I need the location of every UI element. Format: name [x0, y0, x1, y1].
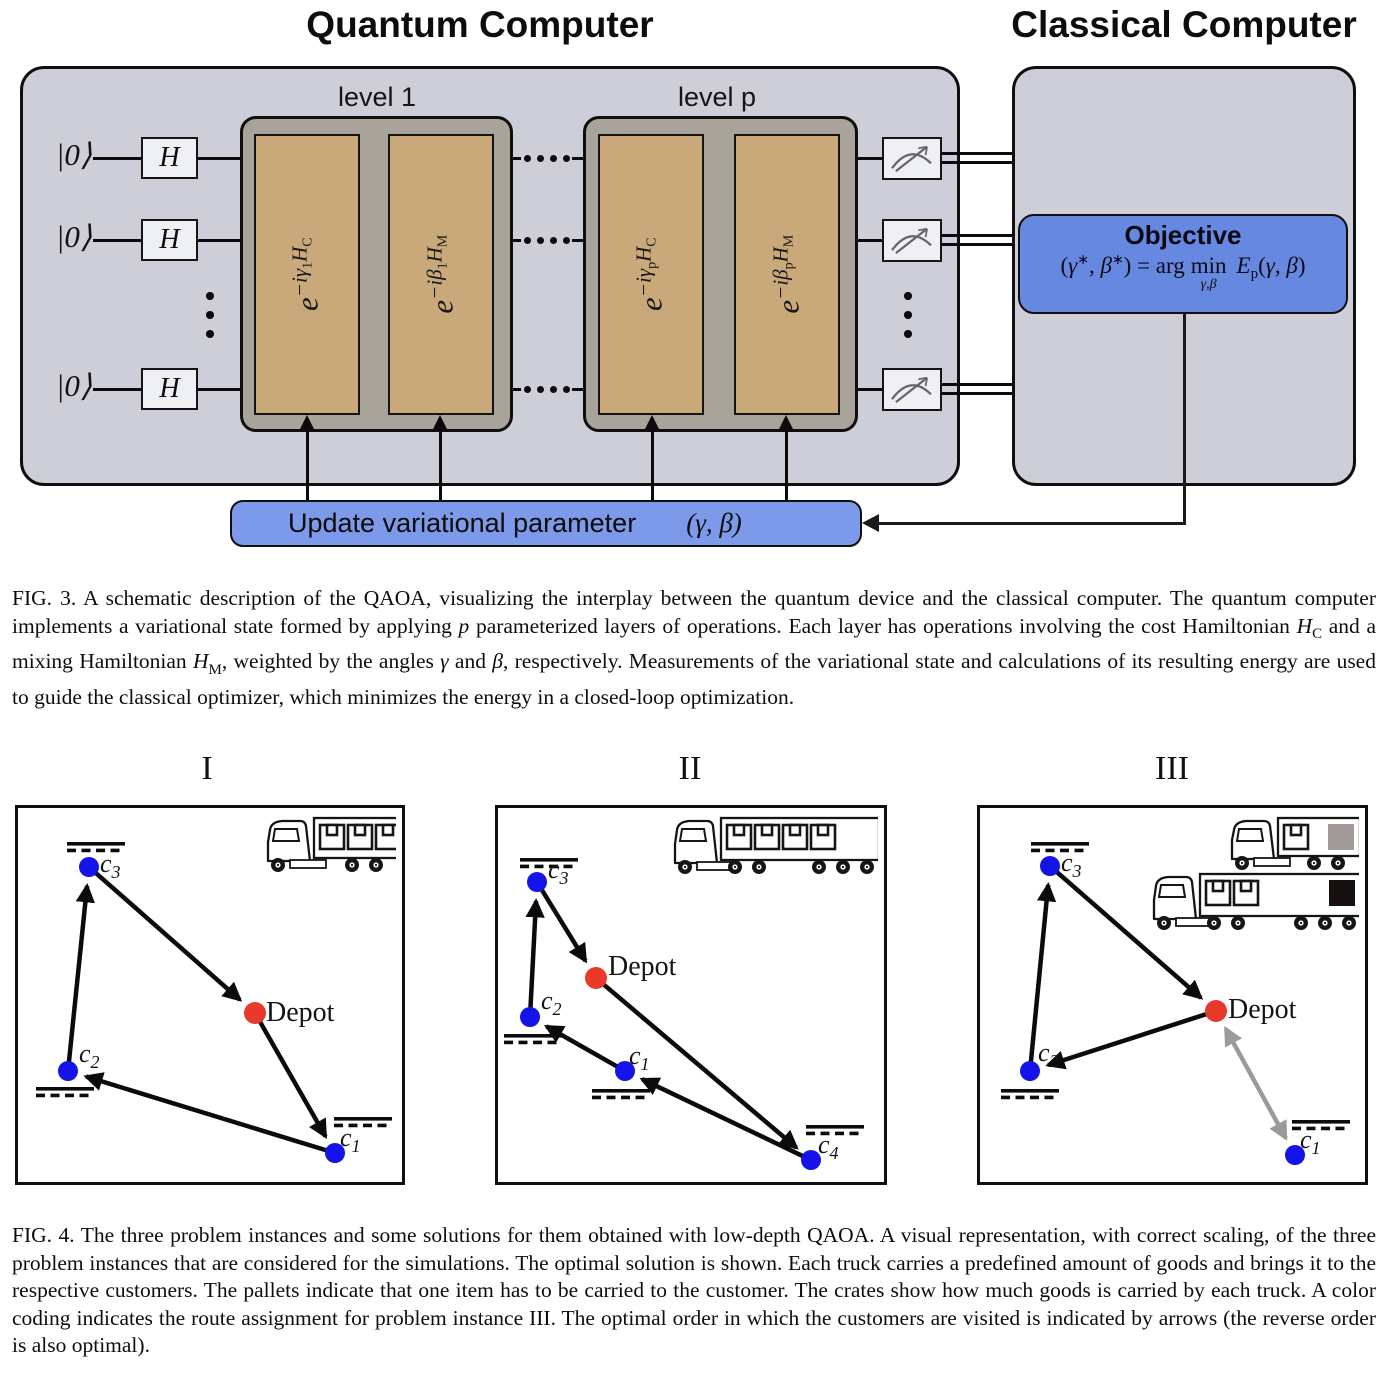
customer-node-c2 [520, 1007, 540, 1027]
update-parameter-box [230, 500, 862, 547]
problem-instance-panel-2 [495, 805, 887, 1185]
feedback-line-horizontal [876, 522, 1186, 525]
qubit-wire [198, 157, 240, 160]
measurement-gauge-icon [882, 137, 942, 180]
ellipsis-dot [524, 386, 531, 393]
vertical-ellipsis-dot [904, 311, 912, 319]
pallet-icon [806, 1125, 864, 1133]
measurement-gauge-icon [882, 219, 942, 262]
vertical-ellipsis-dot [206, 330, 214, 338]
parameter-arrow-line [785, 431, 788, 501]
customer-node-c2 [1020, 1061, 1040, 1081]
qubit-wire [198, 239, 240, 242]
pallet-icon [36, 1087, 94, 1095]
gate-formula: $e^{-i\beta_1H_M}$ [421, 235, 460, 314]
classical-wire [942, 234, 1012, 237]
panel-title-1: I [201, 750, 213, 787]
classical-computer-title: Classical Computer [1011, 4, 1357, 45]
node-label-depot: Depot [1228, 994, 1297, 1025]
measurement-gauge-icon [882, 368, 942, 411]
panel-title-3: III [1155, 750, 1189, 787]
parameter-arrow-line [306, 431, 309, 501]
problem-instance-panel-1 [15, 805, 405, 1185]
feedback-line-vertical [1183, 314, 1186, 524]
problem-instance-panel-3 [977, 805, 1368, 1185]
node-label-depot: Depot [266, 997, 335, 1028]
ellipsis-dot [524, 155, 531, 162]
qubit-wire [93, 157, 141, 160]
pallet-icon [504, 1034, 562, 1042]
node-label-c3: $c_3$ [100, 849, 121, 882]
hadamard-gate: H [141, 219, 198, 261]
node-label-c2: $c_2$ [1038, 1038, 1059, 1071]
route-arrow-c3-depot [541, 889, 585, 961]
route-map [498, 808, 878, 1182]
truck-icon [1232, 818, 1359, 870]
gate-formula: $e^{-i\gamma_pH_C}$ [631, 237, 670, 312]
ellipsis-dot [550, 237, 557, 244]
route-map [980, 808, 1359, 1182]
objective-formula: (γ∗, β∗) = arg min γ,β $E_p(\gamma$, β) [1060, 252, 1306, 292]
customer-node-c3 [79, 857, 99, 877]
node-label-c2: $c_2$ [541, 986, 562, 1019]
truck-icon [1154, 874, 1359, 930]
route-arrow-c2-c3 [1031, 885, 1048, 1063]
qubit-wire [572, 388, 583, 391]
cost-unitary-gate-level1 [254, 134, 360, 415]
classical-wire [942, 383, 1012, 386]
update-parameter-label: Update variational parameter [288, 508, 637, 538]
qubit-wire [857, 239, 882, 242]
route-arrow-c1-c2 [547, 1026, 619, 1067]
ket-zero-label: |0⟩ [55, 137, 92, 172]
parameter-arrowhead [644, 415, 660, 431]
level-1-label: level 1 [337, 82, 417, 112]
node-label-c3: $c_3$ [548, 855, 569, 888]
qubit-wire [572, 157, 583, 160]
vertical-ellipsis-dot [206, 311, 214, 319]
ket-zero-label: |0⟩ [55, 219, 92, 254]
qubit-wire [513, 388, 521, 391]
qubit-wire [198, 388, 240, 391]
hadamard-gate: H [141, 368, 198, 410]
cost-unitary-gate-levelp [598, 134, 704, 415]
fig3-caption: FIG. 3. A schematic description of the QAOA, visualizing the interplay between the quantum device and the classical computer. The quantum computer implements a variational state formed by applying p parameterized layers of operations. Each layer has operations involving the cost Hamiltonian $H_C$ and a mixing Hamiltonian $H_M$, weighted by the angles γ and β, respectively. Measurements of the variational state and calculations of its resulting energy are used to guide the classical optimizer, which minimizes the energy in a closed-loop optimization. [12, 586, 1376, 710]
ellipsis-dot [563, 237, 570, 244]
update-parameter-symbols: (γ, β) [686, 508, 742, 538]
depot-node [585, 967, 607, 989]
route-arrow-c2-c3 [530, 901, 536, 1009]
parameter-arrowhead [432, 415, 448, 431]
node-label-c1: $c_1$ [1300, 1125, 1321, 1158]
level-p-label: level p [677, 82, 757, 112]
ellipsis-dot [537, 386, 544, 393]
customer-node-c3 [527, 872, 547, 892]
route-arrow-c2-c3 [69, 886, 87, 1063]
ellipsis-dot [537, 155, 544, 162]
qubit-wire [513, 239, 521, 242]
route-arrow-depot-c1 [1226, 1029, 1286, 1139]
customer-node-c2 [58, 1061, 78, 1081]
node-label-c4: $c_4$ [818, 1130, 839, 1163]
vertical-ellipsis-dot [904, 330, 912, 338]
pallet-icon [1001, 1089, 1059, 1097]
truck-icon [675, 818, 878, 874]
fig3-qaoa-schematic [0, 0, 1386, 565]
route-map [18, 808, 396, 1182]
classical-wire [942, 161, 1012, 164]
vertical-ellipsis-dot [904, 292, 912, 300]
mixer-unitary-gate-levelp [734, 134, 840, 415]
route-arrow-c1-c2 [86, 1077, 327, 1151]
ket-zero-label: |0⟩ [55, 368, 92, 403]
truck-icon [268, 818, 396, 872]
objective-title: Objective [1124, 220, 1242, 250]
route-arrow-depot-c1 [259, 1021, 325, 1137]
gate-formula: $e^{-i\gamma_1H_C}$ [287, 237, 326, 312]
route-arrow-depot-c2 [1048, 1014, 1207, 1065]
node-label-c3: $c_3$ [1061, 848, 1082, 881]
classical-wire [942, 392, 1012, 395]
qubit-wire [513, 157, 521, 160]
ellipsis-dot [550, 155, 557, 162]
route-arrow-c3-depot [95, 872, 240, 1000]
qubit-wire [857, 388, 882, 391]
depot-node [1205, 1000, 1227, 1022]
vertical-ellipsis-dot [206, 292, 214, 300]
ellipsis-dot [537, 237, 544, 244]
node-label-c1: $c_1$ [340, 1123, 361, 1156]
qubit-wire [572, 239, 583, 242]
customer-node-c3 [1040, 856, 1060, 876]
ellipsis-dot [550, 386, 557, 393]
depot-node [244, 1002, 266, 1024]
fig4-caption: FIG. 4. The three problem instances and some solutions for them obtained with low-depth QAOA. A visual representation, with correct scaling, of the three problem instances that are considered for the simulations. The optimal solution is shown. Each truck carries a predefined amount of goods and brings it to the respective customers. The pallets indicate that one item has to be carried to the customer. The crates show how much goods is carried by each truck. A color coding indicates the route assignment for problem instance III. The optimal order in which the customers are visited is indicated by arrows (the reverse order is also optimal). [12, 1223, 1376, 1358]
feedback-arrowhead [862, 514, 879, 532]
qubit-wire [93, 239, 141, 242]
pallet-icon [67, 842, 125, 850]
mixer-unitary-gate-level1 [388, 134, 494, 415]
route-color-marker [1329, 880, 1355, 906]
hadamard-gate: H [141, 137, 198, 179]
parameter-arrowhead [299, 415, 315, 431]
panel-title-2: II [678, 750, 702, 787]
ellipsis-dot [524, 237, 531, 244]
parameter-arrow-line [439, 431, 442, 501]
ellipsis-dot [563, 386, 570, 393]
route-color-marker [1328, 824, 1354, 850]
node-label-depot: Depot [608, 951, 677, 982]
classical-wire [942, 243, 1012, 246]
parameter-arrowhead [778, 415, 794, 431]
objective-box [1018, 214, 1348, 314]
parameter-arrow-line [651, 431, 654, 501]
route-arrow-c4-c1 [642, 1079, 804, 1156]
pallet-icon [1031, 842, 1089, 850]
classical-wire [942, 152, 1012, 155]
node-label-c1: $c_1$ [629, 1041, 650, 1074]
node-label-c2: $c_2$ [79, 1039, 100, 1072]
pallet-icon [592, 1089, 650, 1097]
qubit-wire [93, 388, 141, 391]
quantum-computer-title: Quantum Computer [306, 4, 654, 45]
gate-formula: $e^{-i\beta_pH_M}$ [767, 235, 806, 314]
qubit-wire [857, 157, 882, 160]
ellipsis-dot [563, 155, 570, 162]
